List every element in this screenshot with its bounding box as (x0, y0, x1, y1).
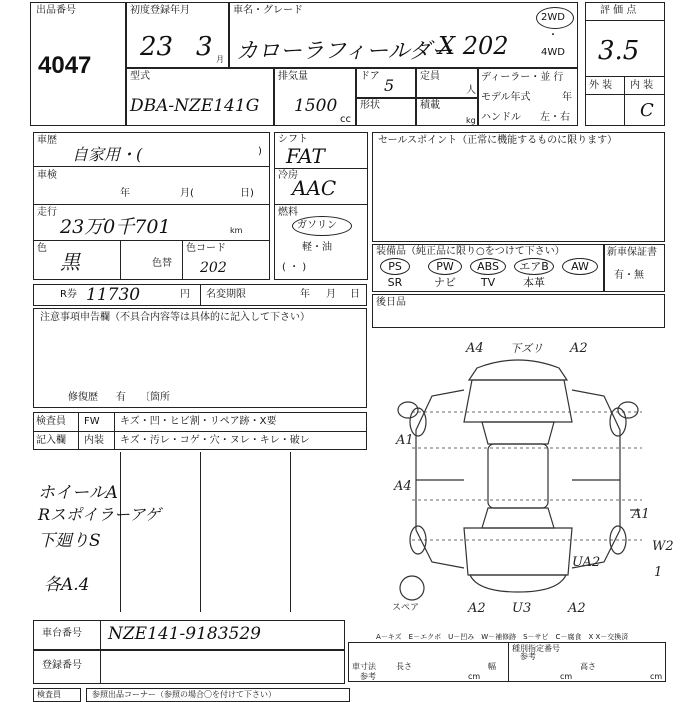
note-line-3: 下廻りS (38, 531, 101, 551)
repair-place: 〔箇所 (140, 392, 170, 403)
lot-label: 出品番号 (36, 5, 76, 16)
dims-label: 車寸法 (352, 662, 376, 671)
history-label: 車歴 (37, 135, 57, 146)
grade: X 202 (438, 32, 509, 60)
equip-leather: 本革 (523, 276, 545, 289)
exterior-label: 外 装 (589, 80, 613, 91)
name-change-year: 年 (300, 289, 310, 300)
name-change-label: 名変期限 (206, 289, 246, 300)
disp-unit: cc (340, 114, 351, 125)
equip-airbag: エアB (519, 260, 549, 273)
note-line-1: ホイールA (38, 483, 118, 503)
equip-ps: PS (388, 260, 402, 273)
type-value: DBA-NZE141G (130, 96, 260, 116)
disp-label: 排気量 (278, 71, 308, 82)
equip-tv: TV (480, 276, 496, 289)
equip-abs: ABS (477, 260, 499, 273)
handle-value: 左・右 (540, 112, 570, 123)
load-label: 積載 (420, 100, 440, 111)
interior-label: 内 装 (630, 80, 654, 91)
drive-2wd: 2WD (541, 12, 565, 23)
fuel-paren: ( ・ ) (282, 262, 307, 273)
lot-number: 4047 (38, 52, 92, 79)
note-line-2: Rスポイラーアゲ (38, 505, 161, 524)
dims-height: 高さ (580, 662, 596, 671)
footer-right: 参照出品コーナー（参照の場合〇を付けて下さい） (92, 690, 276, 699)
type-label: 型式 (130, 71, 150, 82)
cm-unit-1: cm (468, 672, 481, 681)
equip-aw: AW (571, 260, 589, 273)
mark-ua2: UA2 (572, 555, 601, 570)
mileage-unit: km (230, 226, 243, 235)
mark-a4-top: A4 (466, 341, 484, 356)
mark-a2-bottom-right: A2 (568, 601, 586, 616)
drive-4wd: 4WD (541, 47, 565, 58)
model-name: カローラフィールダー (236, 39, 453, 64)
capacity-label: 定員 (420, 71, 440, 82)
sales-point-box (372, 132, 665, 242)
month-unit: 月 (216, 55, 224, 64)
reg-month: 3 (196, 32, 213, 62)
interior-score: C (640, 100, 654, 121)
cert-label: 種別指定番号 (512, 644, 560, 653)
mark-w2: W2 (652, 539, 674, 554)
grade-label: 評 価 点 (600, 5, 637, 16)
fuel-value: ガソリン (297, 220, 337, 231)
equip-pw: PW (436, 260, 454, 273)
mark-a2-top: A2 (570, 341, 588, 356)
footer-left: 検査員 (37, 690, 61, 699)
dims-width: 幅 (488, 662, 496, 671)
color-label: 色 (37, 243, 47, 254)
color-value: 黒 (60, 250, 80, 274)
score: 3.5 (598, 36, 640, 66)
cert-ref: 参考 (520, 652, 536, 661)
dims-length: 長さ (396, 662, 412, 671)
color-code-label: 色コード (186, 243, 226, 254)
fill-label: 記入欄 (36, 435, 66, 446)
model-label: 車名・グレード (233, 5, 303, 16)
history-close: ) (258, 146, 262, 157)
dealer-label: ディーラー・並 行 (481, 72, 564, 83)
note-line-4: 各A.4 (44, 575, 90, 595)
model-year-unit: 年 (562, 92, 572, 103)
equip-sr: SR (387, 276, 403, 289)
equipment-label: 装備品（純正品に限り○をつけて下さい） (376, 246, 565, 257)
recycle-value: 11730 (86, 285, 141, 305)
disp-value: 1500 (294, 96, 338, 116)
mark-1: 1 (654, 565, 663, 580)
model-year-label: モデル年式 (481, 92, 531, 103)
rear-items-box (372, 294, 665, 328)
first-reg-label: 初度登録年月 (130, 5, 190, 16)
rear-items-label: 後日品 (376, 297, 406, 308)
mark-scrape: 下ズリ (510, 342, 543, 355)
doors-label: ドア (360, 71, 380, 82)
fuel-label: 燃料 (278, 207, 298, 218)
ac-value: AAC (292, 176, 337, 200)
chassis-value: NZE141-9183529 (108, 624, 261, 644)
doors-value: 5 (384, 76, 395, 95)
mileage-value: 23万0千701 (60, 216, 171, 238)
spare-label: スペア (392, 603, 420, 613)
history-value: 自家用・( (72, 145, 143, 164)
cm-unit-2: cm (560, 672, 573, 681)
mark-a2-bottom-left: A2 (468, 601, 486, 616)
inspection-month: 月( (180, 188, 194, 199)
shape-label: 形状 (360, 100, 380, 111)
reg-year: 23 (140, 32, 174, 62)
sales-point-label: セールスポイント（正常に機能するものに限ります） (378, 135, 618, 146)
mark-a4-left: A4 (394, 479, 412, 494)
mark-u3: U3 (512, 601, 532, 616)
fw-label: FW (84, 416, 100, 427)
inspection-label: 車検 (37, 170, 57, 181)
capacity-unit: 人 (466, 85, 476, 96)
mark-a1-left: A1 (396, 433, 414, 448)
shift-label: シフト (278, 134, 308, 145)
ac-label: 冷房 (278, 170, 298, 181)
recycle-label: R券 (60, 289, 77, 300)
warranty-value: 有・無 (614, 270, 644, 281)
color-change-label: 色替 (152, 258, 172, 269)
fuel-diesel: 軽・油 (302, 242, 332, 253)
legend-text: A－キズ E－エクボ U－凹み W－補修跡 S－サビ C－腐食 X X－交換済 (376, 633, 629, 641)
name-change-month: 月 (326, 289, 336, 300)
name-change-day: 日 (350, 289, 360, 300)
color-code-value: 202 (200, 260, 227, 276)
mileage-label: 走行 (37, 207, 57, 218)
in-items: キズ・汚レ・コゲ・穴・ヌレ・キレ・破レ (120, 435, 310, 446)
load-unit: kg (466, 116, 476, 125)
dims-ref: 参考 (360, 672, 376, 681)
warranty-label: 新車保証書 (607, 247, 657, 258)
cm-unit-3: cm (650, 672, 663, 681)
inspection-day: 日) (240, 188, 254, 199)
reg-label: 登録番号 (42, 660, 82, 671)
mark-a1-right: A1 (632, 507, 650, 522)
drive-dot: ・ (548, 30, 558, 41)
repair-value: 有 (116, 392, 126, 403)
recycle-unit: 円 (180, 289, 190, 300)
chassis-label: 車台番号 (42, 628, 82, 639)
equip-navi: ナビ (434, 276, 456, 289)
repair-label: 修復歴 (68, 392, 98, 403)
inspector-label: 検査員 (36, 416, 66, 427)
inspection-year: 年 (120, 188, 130, 199)
in-label: 内装 (84, 435, 104, 446)
car-diagram (372, 330, 674, 630)
notes-label: 注意事項申告欄（不具合内容等は具体的に記入して下さい） (40, 312, 310, 323)
handle-label: ハンドル (481, 112, 521, 123)
fw-items: キズ・凹・ヒビ割・リペア跡・X要 (120, 416, 277, 427)
shift-value: FAT (286, 144, 325, 168)
